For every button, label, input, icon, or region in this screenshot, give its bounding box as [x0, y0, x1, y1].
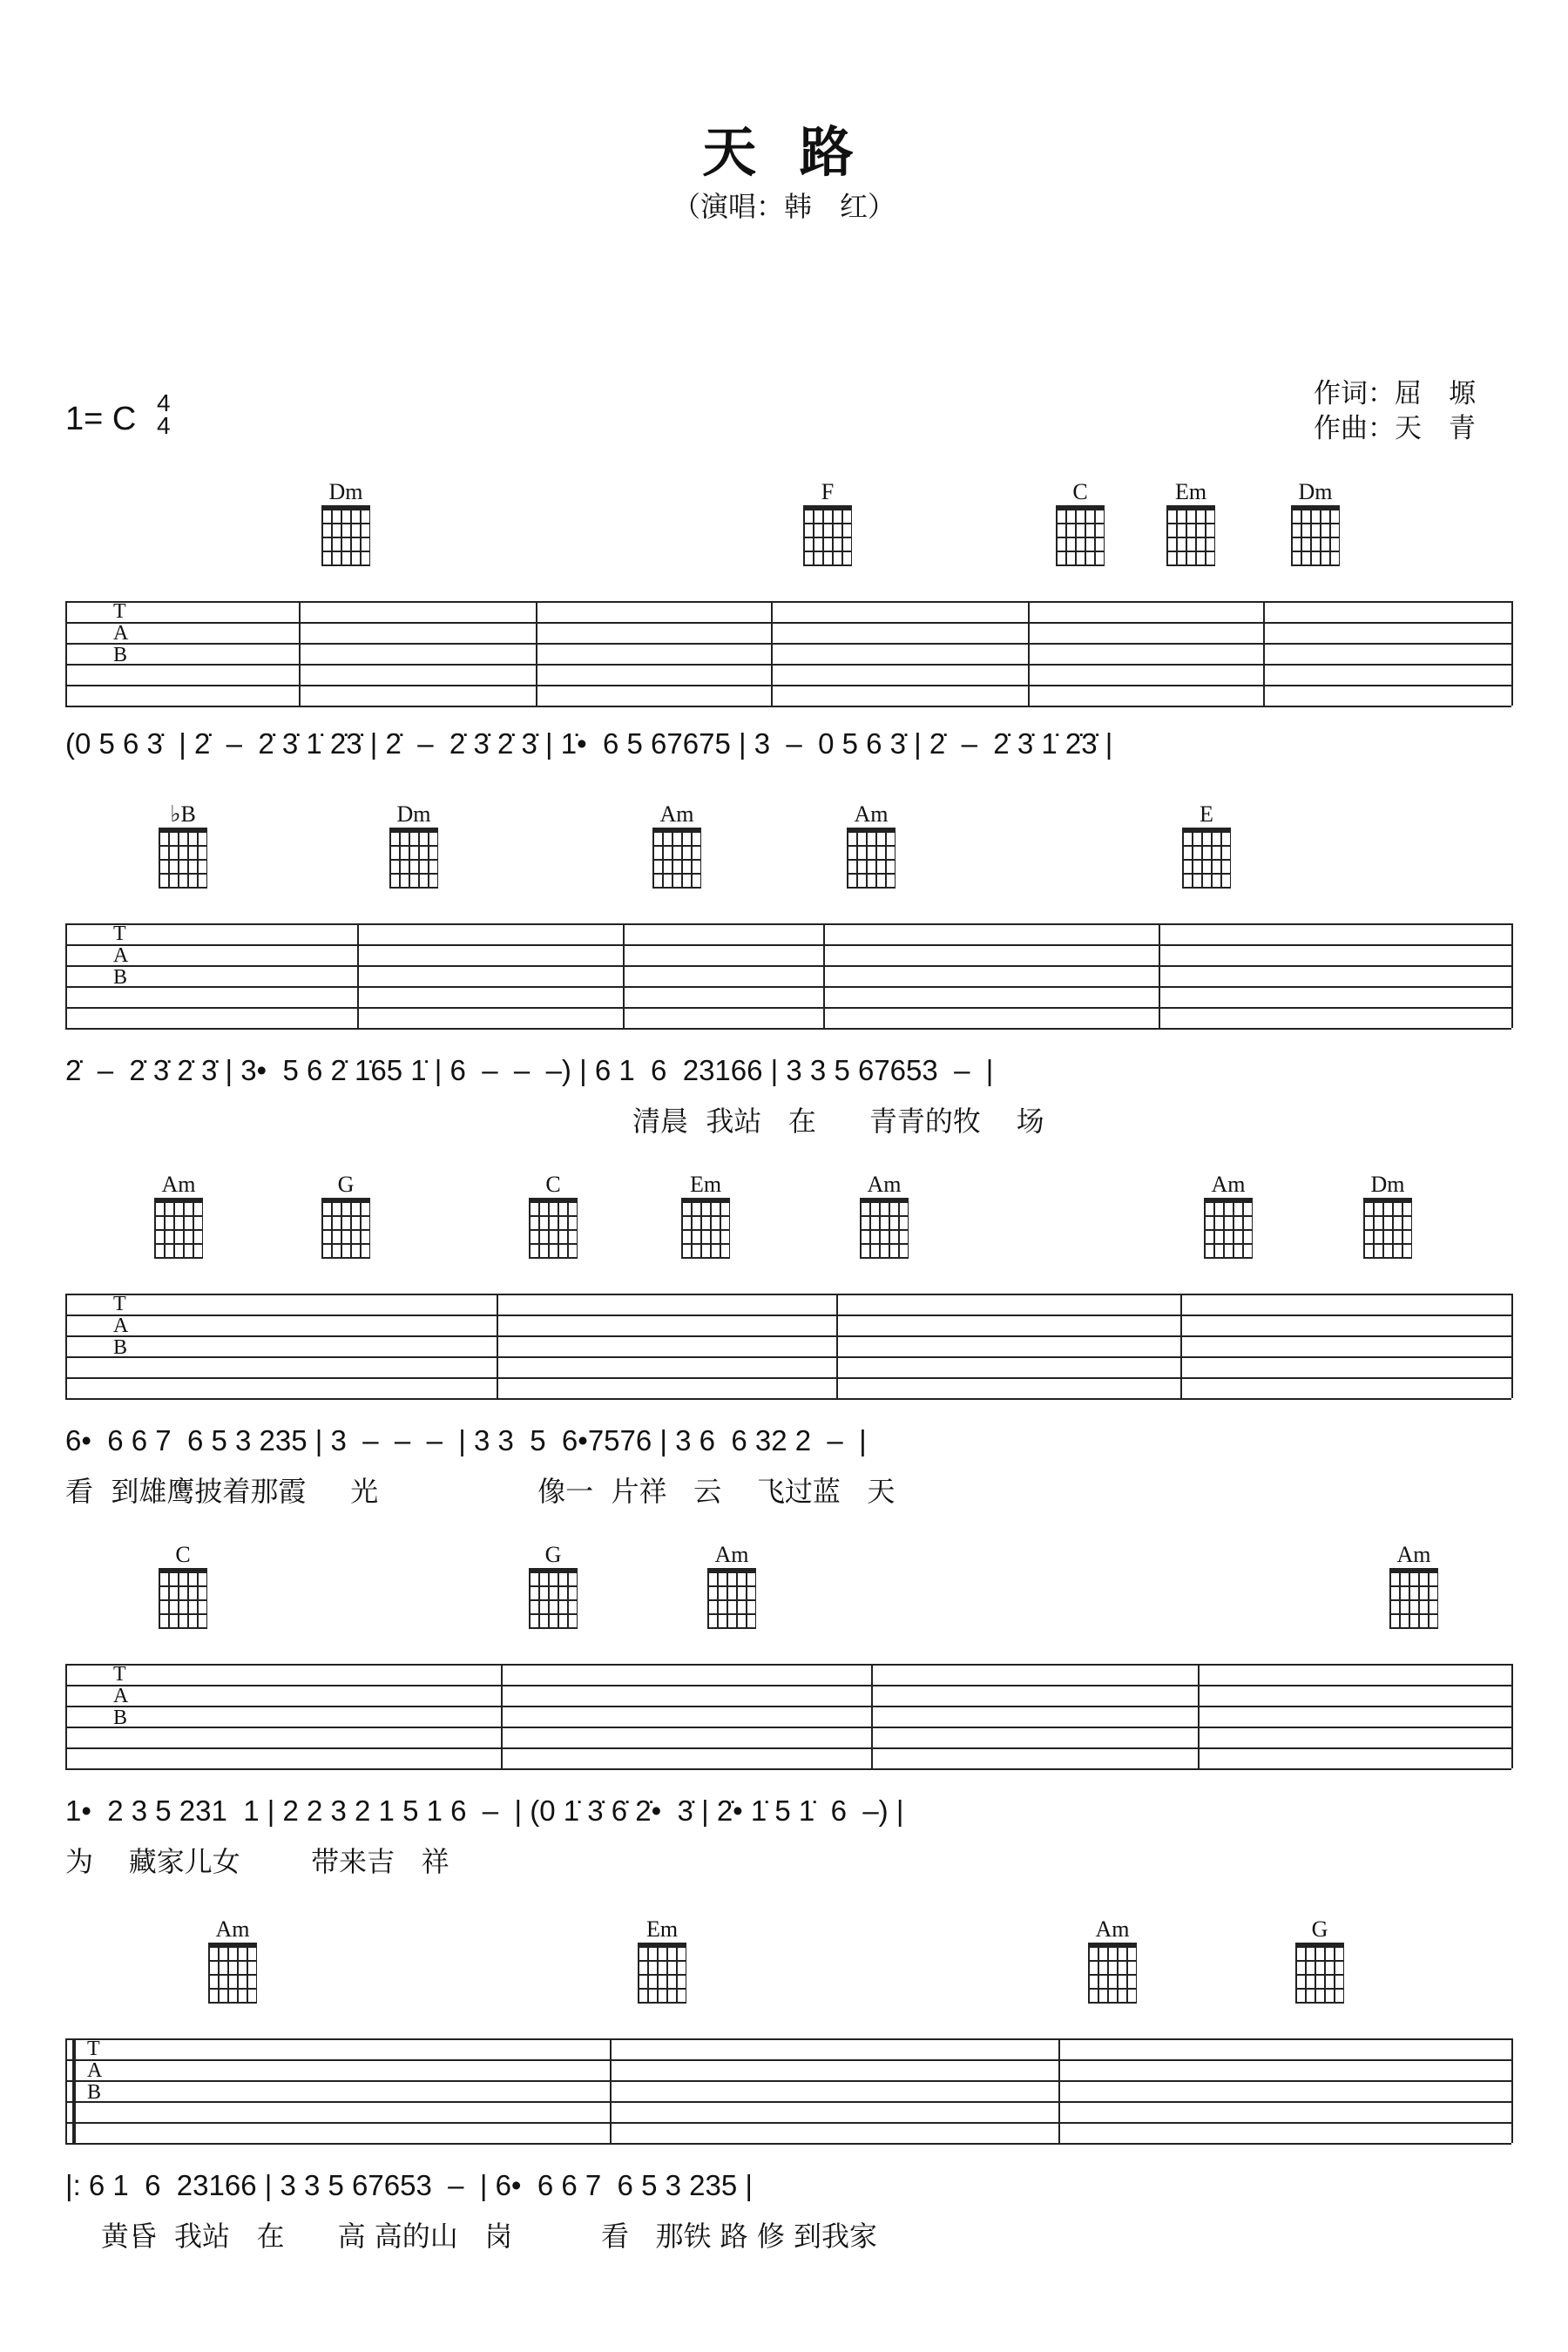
tab-staff	[65, 601, 1511, 706]
chord-name: Em	[1174, 479, 1207, 504]
chord-name: G	[544, 1542, 562, 1567]
jianpu-notation: 2̇ – 2̇ 3̇ 2̇ 3̇ | 3• 5 6 2̇ 1̇65 1̇ | 6 – – –) | 6 1 6 23166 | 3 3 5 67653 – |	[65, 1054, 994, 1086]
chord-diagram	[638, 801, 716, 889]
chord-diagram	[1276, 479, 1355, 566]
chord-diagram	[193, 1916, 272, 2004]
chord-grid	[803, 505, 852, 566]
chord-name: Am	[854, 801, 889, 827]
tab-letters: T A B	[113, 600, 129, 666]
chord-diagram	[514, 1542, 592, 1629]
chord-name: C	[1072, 479, 1088, 504]
chord-grid	[321, 505, 370, 566]
chord-diagram	[144, 801, 222, 889]
tab-letters: T A B	[87, 2038, 103, 2104]
chord-diagram	[1167, 801, 1246, 889]
chord-diagram	[1375, 1542, 1453, 1629]
lyrics-line: 清晨 我站 在 青青的牧 场	[65, 1105, 1044, 1138]
song-title: 天 路	[702, 120, 866, 184]
chord-grid	[389, 828, 438, 889]
chord-name: C	[175, 1542, 191, 1567]
chord-name: Dm	[328, 479, 363, 504]
chord-diagram	[1348, 1172, 1427, 1259]
chord-grid	[208, 1943, 257, 2004]
song-subtitle: （演唱：韩 红）	[672, 191, 896, 222]
chord-grid	[1204, 1198, 1253, 1259]
lyrics-line: 黄昏 我站 在 高 高的山 岗 看 那铁 路 修 到我家	[65, 2220, 878, 2253]
jianpu-notation: (0 5 6 3̇ | 2̇ – 2̇ 3̇ 1̇ 2̇3̇ | 2̇ – 2̇ 3̇ 2̇ 3̇ | 1̇• 6 5 67675 | 3 – 0 5 6 3̇ | 2̇ – 2̇ 3̇ 1̇ 2̇3̇ |	[65, 727, 1113, 760]
lyrics-line: 看 到雄鹰披着那霞 光 像一 片祥 云 飞过蓝 天	[65, 1475, 896, 1508]
chord-diagram	[788, 479, 867, 566]
tab-letters: T A B	[113, 1293, 129, 1359]
chord-grid	[1295, 1943, 1344, 2004]
chord-diagram	[1189, 1172, 1267, 1259]
chord-name: Am	[215, 1916, 250, 1942]
chord-diagram	[139, 1172, 218, 1259]
chord-grid	[1389, 1568, 1438, 1629]
tab-staff	[65, 923, 1511, 1028]
chord-grid	[1182, 828, 1231, 889]
chord-diagram	[623, 1916, 701, 2004]
composer: 作曲：天 青	[1314, 413, 1476, 443]
lyrics-line: 为 藏家儿女 带来吉 祥	[65, 1845, 449, 1878]
chord-diagram	[1041, 479, 1119, 566]
chord-grid	[638, 1943, 686, 2004]
lyricist: 作词：屈 塬	[1314, 378, 1476, 409]
key-signature: 1= C	[65, 401, 137, 437]
tab-staff	[65, 1294, 1511, 1398]
chord-name: Am	[161, 1172, 196, 1197]
chord-grid	[652, 828, 701, 889]
jianpu-notation: 6• 6 6 7 6 5 3 235 | 3 – – – | 3 3 5 6•7576 | 3 6 6 32 2 – |	[65, 1424, 867, 1456]
tab-letters: T A B	[113, 923, 129, 989]
chord-diagram	[693, 1542, 771, 1629]
tab-staff	[65, 1664, 1511, 1768]
chord-diagram	[144, 1542, 222, 1629]
chord-grid	[1056, 505, 1105, 566]
chord-grid	[860, 1198, 909, 1259]
chord-name: Em	[645, 1916, 679, 1942]
chord-grid	[159, 828, 207, 889]
chord-grid	[1166, 505, 1215, 566]
chord-diagram	[307, 1172, 385, 1259]
chord-grid	[321, 1198, 370, 1259]
chord-name: E	[1200, 801, 1213, 827]
credits	[1314, 376, 1476, 446]
jianpu-notation: |: 6 1 6 23166 | 3 3 5 67653 – | 6• 6 6 7 6 5 3 235 |	[65, 2169, 753, 2201]
chord-name: Am	[1095, 1916, 1130, 1942]
time-signature-top: 4	[157, 389, 171, 416]
chord-name: C	[545, 1172, 561, 1197]
chord-diagram	[845, 1172, 923, 1259]
tab-staff	[65, 2038, 1511, 2143]
chord-name: Am	[867, 1172, 902, 1197]
chord-grid	[154, 1198, 203, 1259]
chord-grid	[681, 1198, 730, 1259]
chord-diagram	[1073, 1916, 1152, 2004]
chord-grid	[847, 828, 896, 889]
chord-name: Am	[714, 1542, 749, 1567]
chord-diagram	[1152, 479, 1230, 566]
chord-name: G	[337, 1172, 355, 1197]
chord-grid	[529, 1198, 578, 1259]
chord-diagram	[666, 1172, 745, 1259]
chord-name: ♭B	[170, 801, 196, 827]
chord-name: Am	[1396, 1542, 1431, 1567]
chord-name: Dm	[1298, 479, 1333, 504]
chord-diagram	[832, 801, 910, 889]
jianpu-notation: 1• 2 3 5 231 1 | 2 2 3 2 1 5 1 6 – | (0 1̇ 3̇ 6̇ 2̇• 3̇ | 2̇• 1̇ 5 1̇ 6 –) |	[65, 1794, 904, 1827]
chord-name: Dm	[396, 801, 431, 827]
chord-name: Dm	[1370, 1172, 1405, 1197]
chord-grid	[529, 1568, 578, 1629]
time-signature-bottom: 4	[157, 412, 171, 439]
time-signature	[157, 389, 171, 439]
chord-name: Em	[689, 1172, 722, 1197]
chord-name: Am	[1211, 1172, 1246, 1197]
tab-letters: T A B	[113, 1663, 129, 1729]
chord-grid	[1291, 505, 1340, 566]
chord-diagram	[307, 479, 385, 566]
chord-name: G	[1311, 1916, 1328, 1942]
chord-diagram	[1281, 1916, 1359, 2004]
chord-grid	[159, 1568, 207, 1629]
chord-grid	[1363, 1198, 1412, 1259]
chord-name: Am	[659, 801, 694, 827]
chord-grid	[707, 1568, 756, 1629]
chord-diagram	[375, 801, 453, 889]
chord-name: F	[821, 479, 835, 504]
chord-diagram	[514, 1172, 592, 1259]
chord-grid	[1088, 1943, 1137, 2004]
